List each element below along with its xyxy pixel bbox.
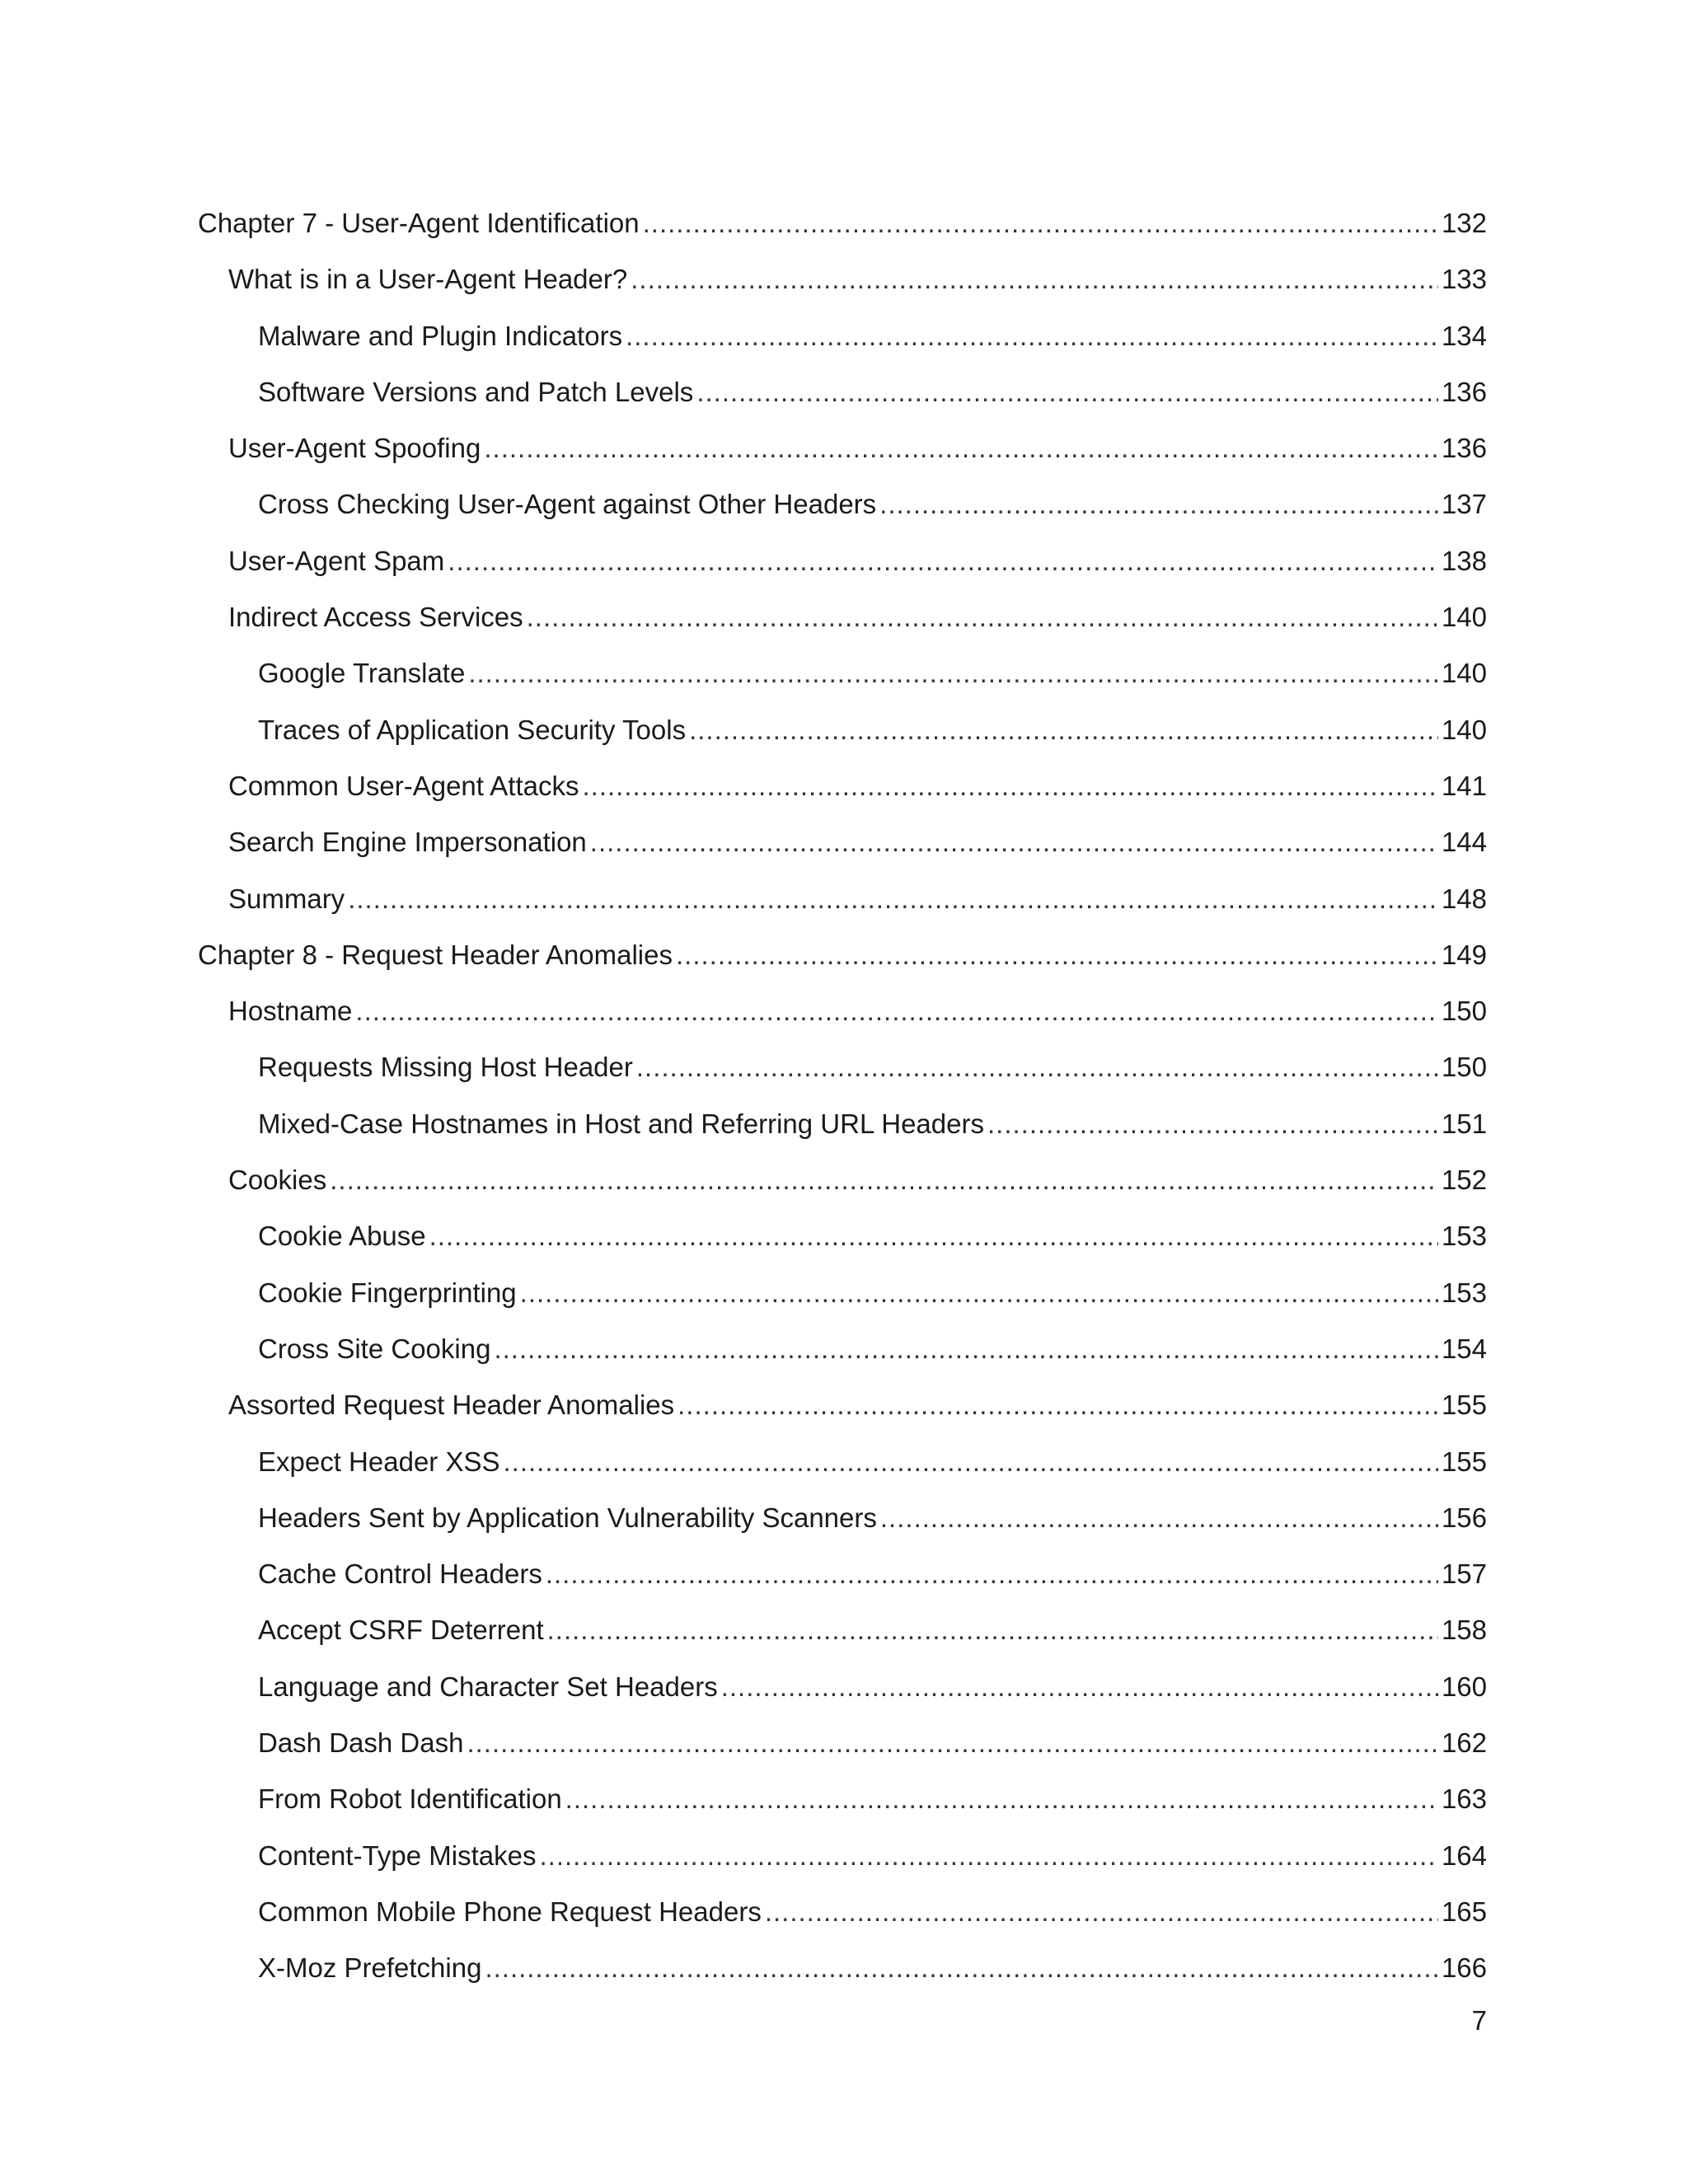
dot-leader <box>676 927 1438 983</box>
toc-entry-title: What is in a User-Agent Header? <box>228 264 628 295</box>
toc-entry-page: 133 <box>1441 264 1487 295</box>
toc-entry-title: Requests Missing Host Header <box>258 1052 633 1083</box>
toc-entry-title: User-Agent Spam <box>228 545 445 576</box>
toc-entry[interactable] <box>198 533 1487 589</box>
dot-leader <box>504 1434 1438 1490</box>
dot-leader <box>485 1940 1437 1996</box>
dot-leader <box>448 533 1438 589</box>
toc-entry[interactable] <box>198 1771 1487 1827</box>
toc-entry[interactable] <box>198 1546 1487 1602</box>
dot-leader <box>678 1377 1438 1433</box>
toc-entry[interactable] <box>198 1208 1487 1264</box>
toc-entry-title: Software Versions and Patch Levels <box>258 376 694 407</box>
dot-leader <box>527 589 1438 645</box>
dot-leader <box>484 420 1438 476</box>
dot-leader <box>689 702 1438 758</box>
table-of-contents <box>198 195 1487 1997</box>
dot-leader <box>626 308 1438 364</box>
toc-entry-title: Accept CSRF Deterrent <box>258 1615 544 1646</box>
toc-entry-page: 138 <box>1441 545 1487 576</box>
dot-leader <box>643 195 1438 251</box>
dot-leader <box>765 1884 1438 1940</box>
toc-entry[interactable] <box>198 1377 1487 1433</box>
dot-leader <box>494 1321 1437 1377</box>
toc-entry[interactable] <box>198 983 1487 1039</box>
toc-entry-page: 132 <box>1441 208 1487 238</box>
toc-entry-title: Indirect Access Services <box>228 602 523 633</box>
toc-entry-title: From Robot Identification <box>258 1783 562 1815</box>
toc-entry-title: Cache Control Headers <box>258 1558 542 1590</box>
toc-entry[interactable] <box>198 476 1487 532</box>
toc-entry-title: Cross Checking User-Agent against Other Headers <box>258 489 877 520</box>
toc-entry[interactable] <box>198 251 1487 307</box>
toc-entry-title: Common User-Agent Attacks <box>228 770 579 801</box>
toc-entry-page: 158 <box>1441 1615 1487 1646</box>
dot-leader <box>880 1490 1438 1546</box>
toc-entry[interactable] <box>198 1096 1487 1152</box>
toc-entry-title: Search Engine Impersonation <box>228 827 587 858</box>
toc-entry-page: 136 <box>1441 376 1487 407</box>
toc-entry[interactable] <box>198 364 1487 420</box>
toc-entry-page: 162 <box>1441 1727 1487 1759</box>
dot-leader <box>987 1096 1438 1152</box>
toc-entry[interactable] <box>198 308 1487 364</box>
dot-leader <box>539 1828 1437 1884</box>
toc-entry[interactable] <box>198 1715 1487 1771</box>
toc-entry[interactable] <box>198 1321 1487 1377</box>
toc-entry-page: 165 <box>1441 1896 1487 1927</box>
toc-entry[interactable] <box>198 1828 1487 1884</box>
dot-leader <box>546 1546 1438 1602</box>
toc-entry[interactable] <box>198 1884 1487 1940</box>
toc-entry-title: User-Agent Spoofing <box>228 433 481 464</box>
dot-leader <box>721 1659 1438 1715</box>
dot-leader <box>355 983 1438 1039</box>
toc-entry-page: 141 <box>1441 770 1487 801</box>
toc-entry-page: 163 <box>1441 1783 1487 1815</box>
toc-entry-title: Traces of Application Security Tools <box>258 714 687 745</box>
toc-entry-title: Malware and Plugin Indicators <box>258 320 623 351</box>
dot-leader <box>565 1771 1438 1827</box>
toc-entry-title: Language and Character Set Headers <box>258 1671 718 1702</box>
toc-entry-page: 140 <box>1441 602 1487 633</box>
page-number: 7 <box>1471 2005 1487 2036</box>
dot-leader <box>429 1208 1438 1264</box>
dot-leader <box>520 1265 1438 1321</box>
toc-entry-page: 149 <box>1441 939 1487 970</box>
toc-entry[interactable] <box>198 1152 1487 1208</box>
toc-entry-page: 144 <box>1441 827 1487 858</box>
toc-entry[interactable] <box>198 589 1487 645</box>
toc-entry-title: Chapter 8 - Request Header Anomalies <box>198 939 673 970</box>
toc-entry-title: Content-Type Mistakes <box>258 1840 537 1871</box>
toc-entry[interactable] <box>198 871 1487 927</box>
toc-entry-page: 148 <box>1441 883 1487 914</box>
dot-leader <box>696 364 1438 420</box>
toc-entry[interactable] <box>198 927 1487 983</box>
toc-entry-page: 151 <box>1441 1108 1487 1139</box>
toc-entry-page: 155 <box>1441 1390 1487 1421</box>
toc-entry-page: 155 <box>1441 1446 1487 1477</box>
toc-entry-page: 164 <box>1441 1840 1487 1871</box>
toc-entry-page: 152 <box>1441 1165 1487 1196</box>
toc-entry[interactable] <box>198 758 1487 814</box>
toc-entry-title: Cookie Fingerprinting <box>258 1277 517 1308</box>
toc-entry[interactable] <box>198 195 1487 251</box>
toc-entry-title: Headers Sent by Application Vulnerability Scanners <box>258 1502 877 1533</box>
toc-entry-page: 153 <box>1441 1221 1487 1252</box>
toc-entry-page: 150 <box>1441 996 1487 1027</box>
toc-entry-title: Summary <box>228 883 345 914</box>
toc-entry-page: 136 <box>1441 433 1487 464</box>
toc-entry-page: 140 <box>1441 658 1487 689</box>
dot-leader <box>348 871 1438 927</box>
toc-entry-title: Assorted Request Header Anomalies <box>228 1390 675 1421</box>
toc-entry-page: 137 <box>1441 489 1487 520</box>
toc-entry[interactable] <box>198 1940 1487 1996</box>
toc-entry-title: Cookies <box>228 1165 327 1196</box>
toc-entry[interactable] <box>198 814 1487 870</box>
toc-entry[interactable] <box>198 1265 1487 1321</box>
dot-leader <box>636 1039 1438 1095</box>
toc-entry-title: Chapter 7 - User-Agent Identification <box>198 208 640 238</box>
toc-entry-title: Dash Dash Dash <box>258 1727 464 1759</box>
toc-entry-page: 150 <box>1441 1052 1487 1083</box>
toc-entry-title: Google Translate <box>258 658 466 689</box>
toc-entry-page: 156 <box>1441 1502 1487 1533</box>
toc-entry[interactable] <box>198 420 1487 476</box>
toc-entry-title: Mixed-Case Hostnames in Host and Referring URL Headers <box>258 1108 984 1139</box>
toc-entry[interactable] <box>198 1434 1487 1490</box>
toc-entry-title: Hostname <box>228 996 353 1027</box>
toc-entry[interactable] <box>198 1602 1487 1658</box>
toc-entry-title: Cookie Abuse <box>258 1221 426 1252</box>
toc-entry-page: 153 <box>1441 1277 1487 1308</box>
dot-leader <box>631 251 1438 307</box>
dot-leader <box>467 1715 1437 1771</box>
toc-entry-page: 134 <box>1441 320 1487 351</box>
toc-entry-title: X-Moz Prefetching <box>258 1952 482 1984</box>
toc-entry-page: 157 <box>1441 1558 1487 1590</box>
toc-entry-page: 166 <box>1441 1952 1487 1984</box>
toc-entry-title: Common Mobile Phone Request Headers <box>258 1896 762 1927</box>
toc-entry-page: 140 <box>1441 714 1487 745</box>
dot-leader <box>879 476 1438 532</box>
dot-leader <box>583 758 1438 814</box>
dot-leader <box>590 814 1438 870</box>
toc-entry-page: 160 <box>1441 1671 1487 1702</box>
dot-leader <box>547 1602 1438 1658</box>
toc-entry-title: Cross Site Cooking <box>258 1333 491 1364</box>
toc-entry-page: 154 <box>1441 1333 1487 1364</box>
toc-entry[interactable] <box>198 1039 1487 1095</box>
toc-entry[interactable] <box>198 1659 1487 1715</box>
toc-entry[interactable] <box>198 1490 1487 1546</box>
dot-leader <box>330 1152 1438 1208</box>
toc-entry[interactable] <box>198 702 1487 758</box>
toc-entry[interactable] <box>198 645 1487 701</box>
dot-leader <box>468 645 1438 701</box>
toc-entry-title: Expect Header XSS <box>258 1446 500 1477</box>
